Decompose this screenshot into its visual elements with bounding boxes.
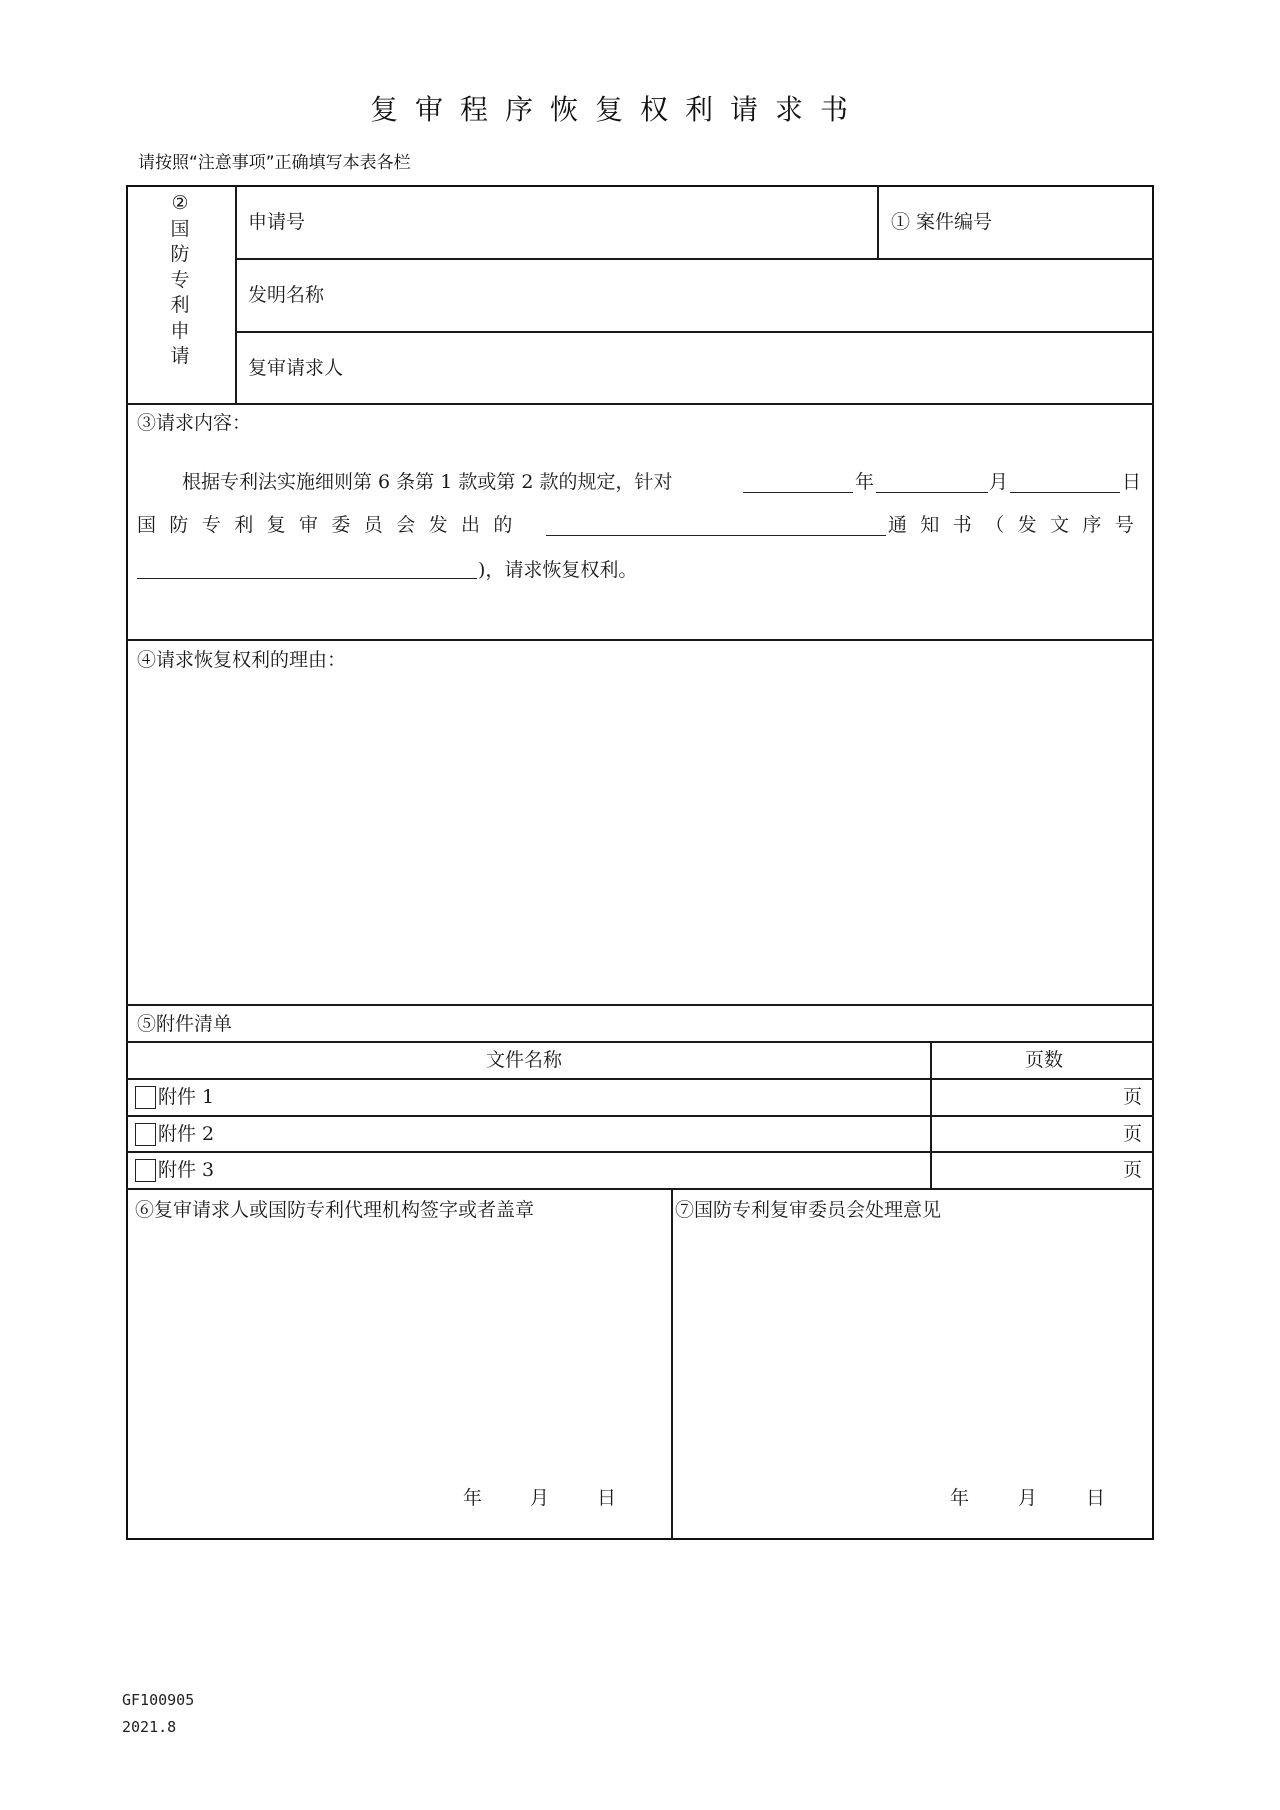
- column-header-pages: 页数: [1025, 1049, 1064, 1071]
- request-content-label: ③请求内容：: [137, 412, 252, 434]
- requester-label: 复审请求人: [248, 357, 344, 379]
- committee-opinion-label: ⑦国防专利复审委员会处理意见: [675, 1199, 942, 1221]
- side-char: 国: [170, 217, 190, 240]
- form-code: GF100905: [122, 1691, 195, 1709]
- side-char: 防: [170, 243, 190, 265]
- side-char: 专: [170, 268, 190, 291]
- divider: [126, 1078, 1154, 1080]
- application-number-field[interactable]: [330, 190, 870, 254]
- year-blank[interactable]: [743, 492, 853, 493]
- signature-label: ⑥复审请求人或国防专利代理机构签字或者盖章: [135, 1199, 535, 1221]
- attachment-3-page-unit: 页: [1123, 1159, 1143, 1181]
- committee-date-day: 日: [1086, 1487, 1106, 1509]
- form-title: 复审程序恢复权利请求书: [370, 93, 866, 126]
- signature-date-month: 月: [530, 1487, 550, 1509]
- column-header-file-name: 文件名称: [486, 1049, 563, 1071]
- month-label: 月: [989, 471, 1009, 493]
- signature-date-day: 日: [597, 1487, 617, 1509]
- attachment-1-name: 附件 1: [158, 1086, 215, 1108]
- day-label: 日: [1122, 471, 1142, 493]
- divider: [126, 1188, 1154, 1190]
- side-char: 申: [170, 319, 190, 342]
- attachment-1-checkbox[interactable]: [135, 1086, 156, 1109]
- invention-name-label: 发明名称: [248, 284, 325, 306]
- committee-date-year: 年: [950, 1487, 970, 1509]
- case-number-field[interactable]: [1030, 190, 1150, 254]
- reason-field[interactable]: [132, 676, 1148, 996]
- committee-date-month: 月: [1018, 1487, 1038, 1509]
- section-marker: ②: [171, 192, 189, 214]
- attachment-3-checkbox[interactable]: [135, 1159, 156, 1182]
- notice-type-blank[interactable]: [546, 535, 886, 536]
- signature-date-year: 年: [463, 1487, 483, 1509]
- attachment-3-name: 附件 3: [158, 1159, 215, 1181]
- attachment-2-page-unit: 页: [1123, 1123, 1143, 1145]
- divider: [877, 185, 879, 258]
- divider: [671, 1188, 673, 1540]
- signature-area[interactable]: [135, 1230, 665, 1470]
- year-label: 年: [855, 471, 875, 493]
- document-serial-blank[interactable]: [137, 578, 477, 579]
- attachment-1-pages-field[interactable]: [940, 1082, 1120, 1112]
- invention-name-field[interactable]: [350, 263, 1145, 327]
- attachments-label: ⑤附件清单: [137, 1013, 233, 1035]
- attachment-2-pages-field[interactable]: [940, 1119, 1120, 1149]
- request-line2-text: 国防专利复审委员会发出的: [137, 514, 526, 536]
- request-line3-suffix: )，请求恢复权利。: [478, 559, 638, 581]
- attachment-2-checkbox[interactable]: [135, 1123, 156, 1146]
- reason-label: ④请求恢复权利的理由：: [137, 649, 347, 671]
- divider: [235, 331, 1154, 333]
- divider: [126, 639, 1154, 641]
- attachment-1-page-unit: 页: [1123, 1086, 1143, 1108]
- divider: [126, 1041, 1154, 1043]
- form-instruction: 请按照“注意事项”正确填写本表各栏: [138, 153, 411, 173]
- attachment-2-name: 附件 2: [158, 1123, 215, 1145]
- month-blank[interactable]: [876, 492, 988, 493]
- requester-field[interactable]: [370, 336, 1145, 400]
- request-line1-text: 根据专利法实施细则第 6 条第 1 款或第 2 款的规定，针对: [182, 471, 673, 493]
- divider: [126, 1004, 1154, 1006]
- attachment-3-pages-field[interactable]: [940, 1155, 1120, 1185]
- divider: [126, 1151, 1154, 1153]
- case-number-label: ① 案件编号: [891, 211, 993, 233]
- day-blank[interactable]: [1010, 492, 1120, 493]
- form-version: 2021.8: [122, 1718, 177, 1736]
- divider: [235, 185, 237, 404]
- side-char: 利: [170, 294, 190, 316]
- request-line2-suffix: 通知书（发文序号: [888, 514, 1148, 536]
- divider: [126, 1115, 1154, 1117]
- committee-opinion-area: [680, 1230, 1145, 1470]
- application-side-label: [160, 191, 200, 370]
- divider: [235, 258, 1154, 260]
- divider: [126, 403, 1154, 405]
- application-number-label: 申请号: [248, 211, 306, 233]
- side-char: 请: [170, 345, 190, 367]
